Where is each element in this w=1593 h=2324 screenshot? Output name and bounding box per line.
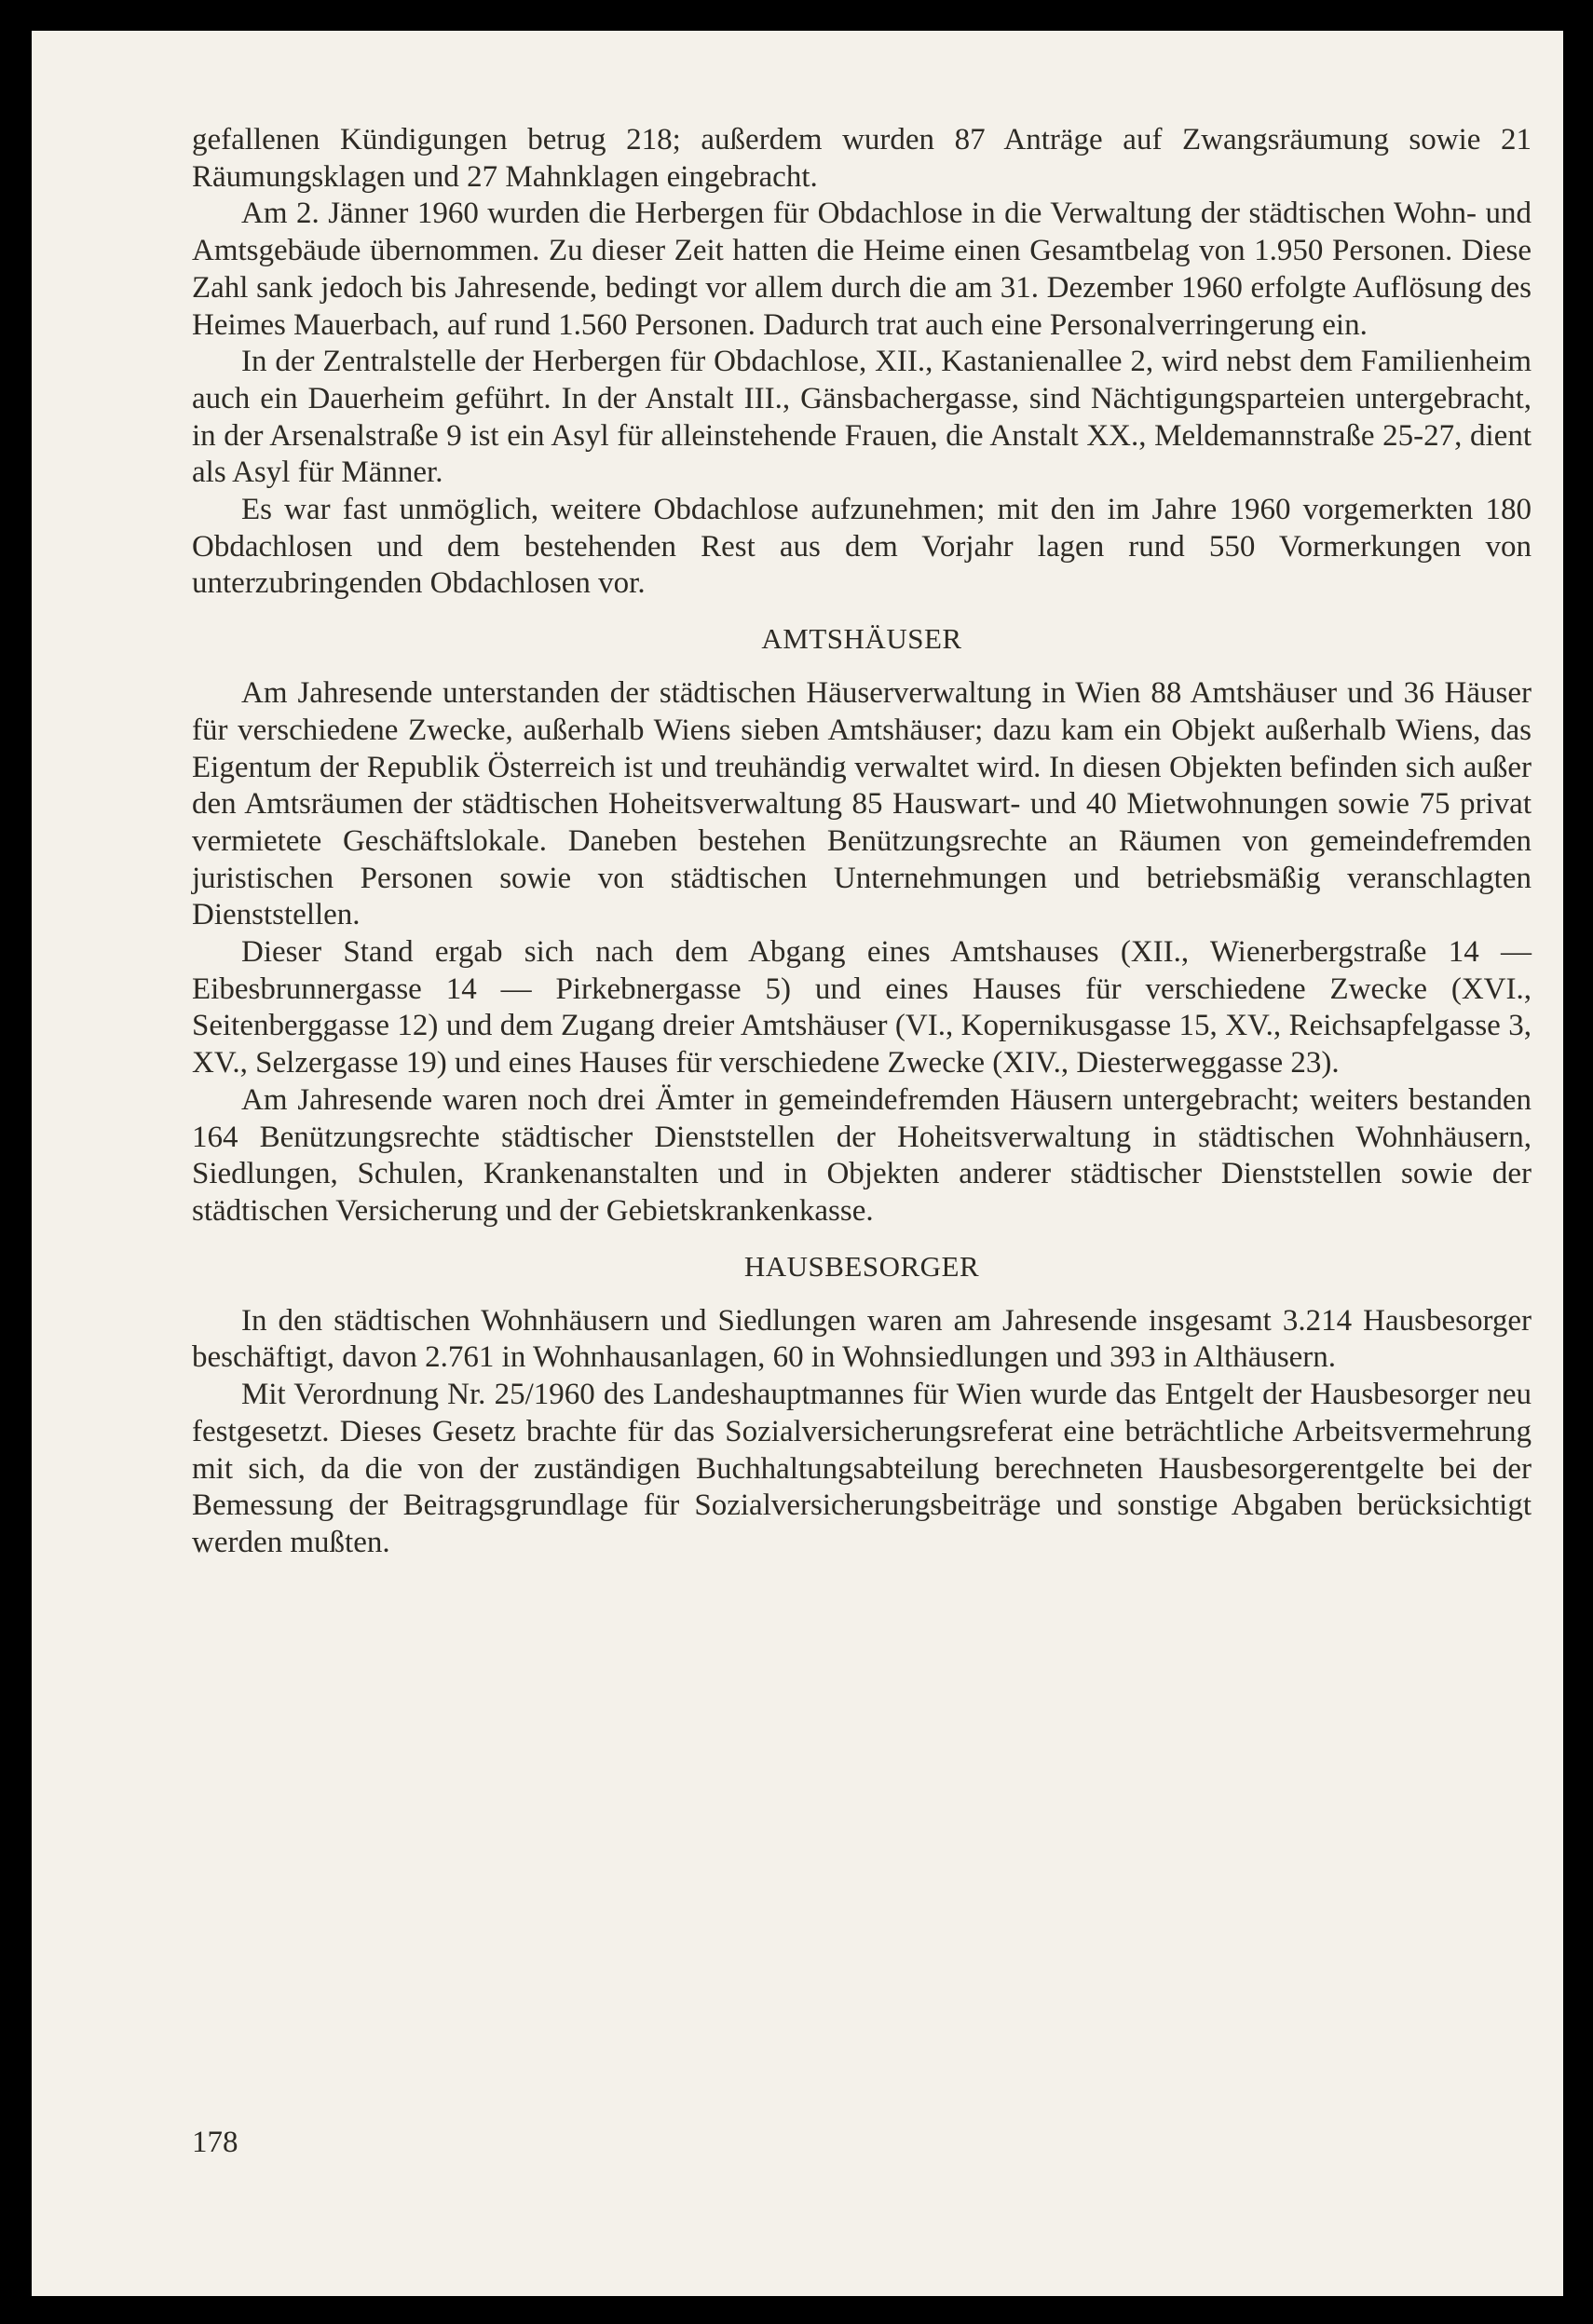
paragraph: Es war fast unmöglich, weitere Obdachlose aufzunehmen; mit den im Jahre 1960 vorgemerkten 180 Obdachlosen und dem bestehenden Rest aus dem Vorjahr lagen rund 550 Vormerkungen von unterzubringenden Obdachlosen vor. [192,493,1532,601]
page-number: 178 [192,2126,238,2159]
paragraph: Am Jahresende waren noch drei Ämter in gemeindefremden Häusern untergebracht; weiters bestanden 164 Benützungsrechte städtischer Dienststellen der Hoheitsverwaltung in städtischen Wohnhäusern, Siedlungen, Schulen, Krankenanstalten und in Objekten anderer städtischer Dienststellen sowie der städtischen Versicherung und der Gebietskrankenkasse. [192,1082,1532,1228]
section-heading-amtshaeuser: AMTSHÄUSER [761,622,962,656]
paragraph: Dieser Stand ergab sich nach dem Abgang eines Amtshauses (XII., Wienerbergstraße 14 — Eibesbrunnergasse 14 — Pirkebnergasse 5) und eines Hauses für verschiedene Zwecke (XVI., Seitenberggasse 12) und dem Zugang dreier Amtshäuser (VI., Kopernikusgasse 15, XV., Reichsapfelgasse 3, XV., Selzergasse 19) und eines Hauses für verschiedene Zwecke (XIV., Diesterweggasse 23). [192,935,1532,1080]
section-heading-hausbesorger: HAUSBESORGER [743,1249,980,1283]
paragraph: In den städtischen Wohnhäusern und Siedlungen waren am Jahresende insgesamt 3.214 Hausbesorger beschäftigt, davon 2.761 in Wohnhausanlagen, 60 in Wohnsiedlungen und 393 in Althäusern. [192,1303,1532,1375]
paragraph: Mit Verordnung Nr. 25/1960 des Landeshauptmannes für Wien wurde das Entgelt der Hausbesorger neu festgesetzt. Dieses Gesetz brachte für das Sozialversicherungsreferat eine beträchtliche Arbeitsvermehrung mit sich, da die von der zuständigen Buchhaltungsabteilung berechneten Hausbesorgerentgelte bei der Bemessung der Beitragsgrundlage für Sozialversicherungsbeiträge und sonstige Abgaben berücksichtigt werden mußten. [192,1378,1532,1559]
paragraph: gefallenen Kündigungen betrug 218; außerdem wurden 87 Anträge auf Zwangsräumung sowie 21 Räumungsklagen und 27 Mahnklagen eingebracht. [192,123,1532,194]
paragraph: Am Jahresende unterstanden der städtischen Häuserverwaltung in Wien 88 Amtshäuser und 36 Häuser für verschiedene Zwecke, außerhalb Wiens sieben Amtshäuser; dazu kam ein Objekt außerhalb Wiens, das Eigentum der Republik Österreich ist und treuhändig verwaltet wird. In diesen Objekten befinden sich außer den Amtsräumen der städtischen Hoheitsverwaltung 85 Hauswart- und 40 Mietwohnungen sowie 75 privat vermietete Geschäftslokale. Daneben bestehen Benützungsrechte an Räumen von gemeindefremden juristischen Personen sowie von städtischen Unternehmungen und betriebsmäßig veranschlagten Dienststellen. [192,676,1532,932]
body-text [192,122,1532,1562]
document-page [32,31,1563,2296]
paragraph: Am 2. Jänner 1960 wurden die Herbergen für Obdachlose in die Verwaltung der städtischen Wohn- und Amtsgebäude übernommen. Zu dieser Zeit hatten die Heime einen Gesamtbelag von 1.950 Personen. Diese Zahl sank jedoch bis Jahresende, bedingt vor allem durch die am 31. Dezember 1960 erfolgte Auflösung des Heimes Mauerbach, auf rund 1.560 Personen. Dadurch trat auch eine Personalverringerung ein. [192,197,1532,342]
paragraph: In der Zentralstelle der Herbergen für Obdachlose, XII., Kastanienallee 2, wird nebst dem Familienheim auch ein Dauerheim geführt. In der Anstalt III., Gänsbachergasse, sind Nächtigungsparteien untergebracht, in der Arsenalstraße 9 ist ein Asyl für alleinstehende Frauen, die Anstalt XX., Meldemannstraße 25-27, dient als Asyl für Männer. [192,345,1532,490]
